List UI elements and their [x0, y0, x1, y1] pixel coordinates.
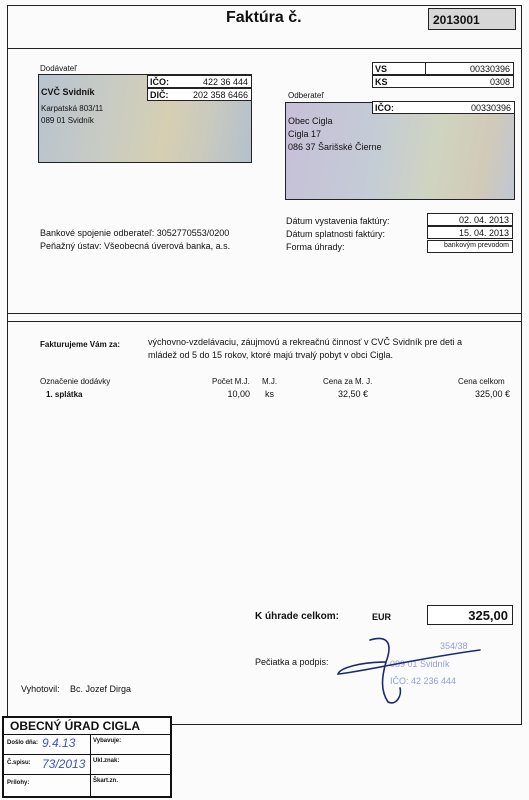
issuer-label: Vyhotovil: [21, 684, 60, 694]
body-divider-top [7, 313, 522, 314]
vs-label: VS [375, 64, 388, 74]
invoice-description-2: mládež od 5 do 15 rokov, ktoré majú trvalý pobyt v obci Cigla. [148, 350, 393, 360]
issuer-name: Bc. Jozef Dirga [70, 684, 132, 694]
customer-label: Odberateľ [288, 91, 324, 100]
col-unit: M.J. [262, 377, 278, 386]
handwritten-signature [330, 632, 500, 712]
customer-ico [372, 101, 515, 114]
customer-street: Cigla 17 [288, 129, 322, 139]
file-number-value: 73/2013 [42, 757, 86, 771]
col-qty: Počet M.J. [212, 377, 250, 386]
total-amount: 325,00 [427, 605, 513, 625]
payment-text: bankovým prevodom [444, 242, 509, 249]
issue-date-value [427, 213, 513, 226]
received-label: Došlo dňa: [7, 740, 38, 746]
supplier-ico [147, 75, 252, 88]
bank-account: Bankové spojenie odberateľ: 3052770553/0200 [40, 228, 230, 238]
signature-label: Pečiatka a podpis: [255, 657, 329, 667]
due-date-label: Dátum splatnosti faktúry: [286, 229, 386, 239]
customer-city: 086 37 Šarišské Čierne [288, 142, 382, 152]
invoice-number: 2013001 [428, 8, 516, 30]
file-number-label: Č.spisu: [7, 760, 31, 766]
supplier-dic-label: DIČ: [150, 90, 169, 100]
processor-label: Vybavuje: [93, 738, 122, 744]
registry-stamp [2, 716, 172, 798]
stamp-line-1: 354/38 [440, 641, 468, 651]
supplier-dic [147, 88, 252, 101]
due-date-text: 15. 04. 2013 [458, 228, 509, 238]
total-currency: EUR [372, 612, 392, 622]
supplier-city: 089 01 Svidník [41, 116, 94, 125]
constant-symbol [372, 75, 514, 88]
ks-value: 0308 [489, 77, 510, 87]
invoice-intro-label: Fakturujeme Vám za: [40, 340, 121, 349]
supplier-name: CVČ Svidník [41, 87, 95, 97]
col-unit-price: Cena za M. J. [323, 377, 373, 386]
col-total: Cena celkom [458, 377, 505, 386]
ks-label: KS [375, 77, 388, 87]
vs-value: 00330396 [469, 64, 510, 74]
registry-title-line [4, 734, 170, 735]
customer-name: Obec Cigla [288, 116, 333, 126]
registry-row-line-2 [4, 774, 170, 775]
supplier-dic-value: 202 358 6466 [192, 90, 248, 100]
supplier-label: Dodávateľ [40, 64, 77, 73]
due-date-value [427, 226, 513, 239]
received-value: 9.4.13 [42, 736, 76, 750]
row-total: 325,00 € [474, 389, 510, 399]
bank-institution: Peňažný ústav: Všeobecná úverová banka, a.s. [40, 241, 231, 251]
shred-label: Škart.zn. [93, 778, 119, 784]
storage-label: Ukl.znak: [93, 758, 120, 764]
row-item: 1. splátka [46, 390, 83, 399]
invoice-title: Faktúra č. [226, 9, 302, 26]
payment-label: Forma úhrady: [286, 242, 345, 252]
payment-value [427, 240, 513, 253]
stamp-line-3: IČO: 42 236 444 [390, 676, 457, 686]
supplier-ico-value: 422 36 444 [202, 77, 248, 87]
col-item: Označenie dodávky [40, 377, 111, 386]
registry-row-line-1 [4, 754, 170, 755]
registry-col-line [90, 734, 91, 796]
total-label: K úhrade celkom: [255, 611, 339, 622]
invoice-description-1: výchovno-vzdelávaciu, záujmovú a rekreačnú činnosť v CVČ Svidník pre deti a [148, 337, 463, 347]
row-unit-price: 32,50 € [337, 389, 368, 399]
customer-ico-value: 00330396 [470, 103, 511, 113]
supplier-street: Karpatská 803/11 [41, 104, 104, 113]
row-unit: ks [265, 389, 274, 399]
customer-ico-label: IČO: [375, 103, 394, 113]
header-divider [7, 48, 522, 49]
variable-symbol [372, 62, 514, 75]
registry-title: OBECNÝ ÚRAD CIGLA [10, 719, 141, 733]
row-qty: 10,00 [227, 389, 250, 399]
body-divider-bottom [7, 321, 522, 322]
issue-date-label: Dátum vystavenia faktúry: [286, 216, 390, 226]
issue-date-text: 02. 04. 2013 [458, 215, 509, 225]
supplier-ico-label: IČO: [150, 77, 169, 87]
attachments-label: Prílohy: [7, 780, 30, 786]
stamp-line-2: 089 01 Svidník [390, 659, 450, 669]
